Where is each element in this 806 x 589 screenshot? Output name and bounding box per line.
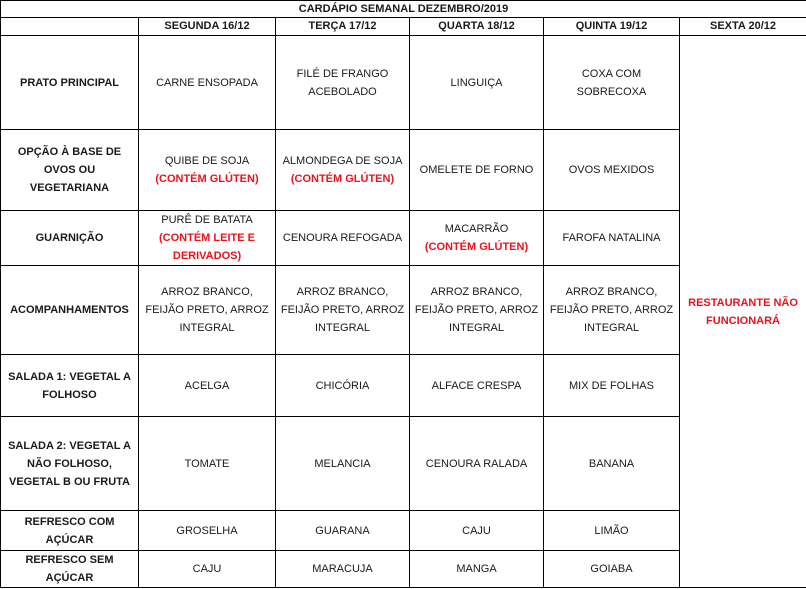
- dish-name: PURÊ DE BATATA: [161, 214, 253, 226]
- menu-cell: [139, 36, 276, 130]
- dish-name: MANGA: [456, 563, 497, 575]
- row-label: ACOMPANHAMENTOS: [1, 266, 139, 355]
- dish-name: CAJU: [462, 524, 491, 537]
- dish-name: OMELETE DE FORNO: [419, 164, 534, 176]
- dish-name: MARACUJA: [312, 563, 373, 575]
- dish-name: GOIABA: [590, 563, 633, 575]
- menu-cell: [276, 266, 410, 355]
- menu-cell: [139, 130, 276, 211]
- dish-name: TOMATE: [184, 457, 230, 470]
- dish-name: ACELGA: [184, 379, 230, 392]
- dish-name: ALFACE CRESPA: [431, 379, 522, 392]
- dish-name: LINGUIÇA: [450, 76, 503, 89]
- menu-cell: [276, 551, 410, 588]
- menu-cell: [139, 211, 276, 266]
- menu-cell: [544, 511, 680, 551]
- dish-name: MACARRÃO: [444, 223, 509, 235]
- dish-name: ALMONDEGA DE SOJA: [282, 155, 403, 167]
- row-label: GUARNIÇÃO: [1, 211, 139, 266]
- row-label: SALADA 2: VEGETAL A NÃO FOLHOSO, VEGETAL B OU FRUTA: [1, 417, 139, 511]
- menu-cell: [139, 511, 276, 551]
- dish-name: ARROZ BRANCO, FEIJÃO PRETO, ARROZ INTEGRAL: [145, 286, 269, 334]
- menu-cell: [410, 266, 544, 355]
- menu-cell: [276, 417, 410, 511]
- menu-cell: [410, 551, 544, 588]
- menu-cell: [410, 211, 544, 266]
- row-label: SALADA 1: VEGETAL A FOLHOSO: [1, 355, 139, 417]
- allergen-warning: (CONTÉM LEITE E DERIVADOS): [159, 232, 255, 262]
- dish-name: ARROZ BRANCO, FEIJÃO PRETO, ARROZ INTEGRAL: [280, 286, 405, 334]
- dish-name: BANANA: [588, 457, 635, 470]
- menu-cell: [544, 211, 680, 266]
- menu-cell: [276, 130, 410, 211]
- menu-cell: [410, 36, 544, 130]
- dish-name: CAJU: [192, 563, 222, 575]
- menu-cell: [276, 355, 410, 417]
- dish-name: MIX DE FOLHAS: [569, 379, 654, 392]
- dish-name: GUARANA: [315, 524, 370, 537]
- day-header: TERÇA 17/12: [276, 18, 410, 36]
- menu-cell: [544, 130, 680, 211]
- corner-cell: [1, 18, 139, 36]
- menu-cell: [544, 417, 680, 511]
- dish-name: CARNE ENSOPADA: [156, 76, 258, 89]
- menu-cell: [139, 355, 276, 417]
- dish-name: LIMÃO: [594, 524, 629, 537]
- menu-title: CARDÁPIO SEMANAL DEZEMBRO/2019: [1, 1, 806, 18]
- day-header: SEXTA 20/12: [680, 18, 806, 36]
- menu-cell: [276, 511, 410, 551]
- day-header: QUARTA 18/12: [410, 18, 544, 36]
- dish-name: CENOURA RALADA: [425, 457, 528, 470]
- row-label: REFRESCO COM AÇÚCAR: [1, 511, 139, 551]
- dish-name: ARROZ BRANCO, FEIJÃO PRETO, ARROZ INTEGRAL: [549, 286, 674, 334]
- menu-cell: [410, 417, 544, 511]
- menu-cell: [139, 417, 276, 511]
- dish-name: MELANCIA: [314, 457, 371, 470]
- allergen-warning: (CONTÉM GLÚTEN): [290, 173, 395, 185]
- menu-cell: [139, 266, 276, 355]
- menu-cell: [139, 551, 276, 588]
- menu-cell: [410, 355, 544, 417]
- table-row: [1, 36, 806, 130]
- header-row: [1, 18, 806, 36]
- dish-name: FAROFA NATALINA: [562, 232, 661, 244]
- row-label: PRATO PRINCIPAL: [1, 36, 139, 130]
- dish-name: QUIBE DE SOJA: [164, 155, 250, 167]
- day-header: QUINTA 19/12: [544, 18, 680, 36]
- closed-notice: RESTAURANTE NÃO FUNCIONARÁ: [680, 36, 806, 588]
- dish-name: CHICÓRIA: [315, 379, 370, 392]
- dish-name: GROSELHA: [176, 524, 238, 537]
- dish-name: ARROZ BRANCO, FEIJÃO PRETO, ARROZ INTEGRAL: [414, 286, 539, 334]
- allergen-warning: (CONTÉM GLÚTEN): [155, 173, 259, 185]
- day-header: SEGUNDA 16/12: [139, 18, 276, 36]
- menu-cell: [544, 36, 680, 130]
- allergen-warning: (CONTÉM GLÚTEN): [424, 241, 529, 253]
- menu-cell: [544, 551, 680, 588]
- menu-cell: [276, 211, 410, 266]
- row-label: REFRESCO SEM AÇÚCAR: [1, 551, 139, 588]
- menu-cell: [276, 36, 410, 130]
- menu-cell: [544, 266, 680, 355]
- menu-cell: [410, 511, 544, 551]
- menu-cell: [544, 355, 680, 417]
- menu-cell: [410, 130, 544, 211]
- dish-name: OVOS MEXIDOS: [568, 164, 655, 176]
- row-label: OPÇÃO À BASE DE OVOS OU VEGETARIANA: [1, 130, 139, 211]
- dish-name: CENOURA REFOGADA: [282, 232, 403, 244]
- dish-name: FILÉ DE FRANGO ACEBOLADO: [296, 67, 389, 98]
- dish-name: COXA COM SOBRECOXA: [576, 67, 647, 98]
